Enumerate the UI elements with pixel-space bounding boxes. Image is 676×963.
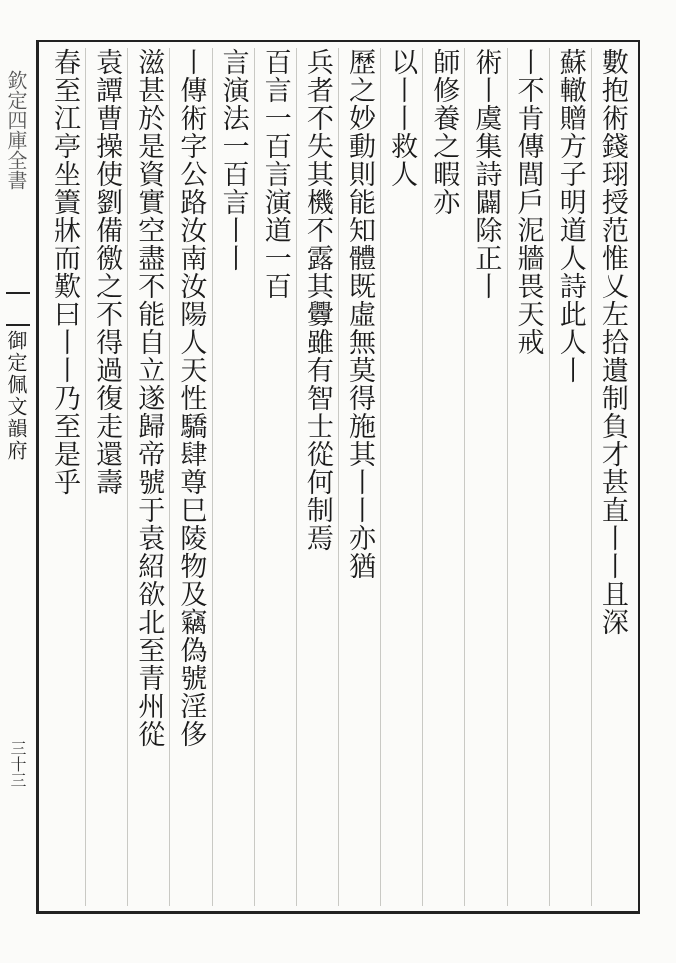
text-column: 數抱術錢珝授范惟乂左拾遺制負才甚直丨丨且深 [591, 48, 632, 906]
text-column: 師修養之暇亦 [422, 48, 463, 906]
text-column: 丨不肯傳閭戶泥牆畏天戒 [507, 48, 548, 906]
text-column: 袁譚曹操使劉備徼之不得過復走還壽 [85, 48, 126, 906]
text-column: 以丨丨救人 [380, 48, 421, 906]
text-column: 百言一百言演道一百 [254, 48, 295, 906]
text-column: 滋甚於是資實空盡不能自立遂歸帝號于袁紹欲北至青州從 [127, 48, 168, 906]
text-column: 言演法一百言丨丨 [212, 48, 253, 906]
text-column: 丨傳術字公路汝南汝陽人天性驕肆尊巳陵物及竊偽號淫侈 [169, 48, 210, 906]
margin-header-text: 欽定四庫全書 [4, 70, 28, 190]
text-column: 春至江亭坐簀牀而歎曰丨丨乃至是乎 [49, 48, 80, 496]
book-title: 御定佩文韻府 [4, 330, 28, 462]
page-number: 三十三 [8, 740, 27, 788]
text-column: 蘇轍贈方子明道人詩此人丨 [549, 48, 590, 906]
text-column: 兵者不失其機不露其釁雖有智士從何制焉 [296, 48, 337, 906]
text-block [44, 48, 632, 906]
page-margin [0, 40, 34, 914]
text-column: 歷之妙動則能知體既虛無莫得施其丨丨亦猶 [338, 48, 379, 906]
margin-fishtail-mark [6, 292, 30, 326]
text-column: 術丨虞集詩闢除正丨 [464, 48, 505, 906]
